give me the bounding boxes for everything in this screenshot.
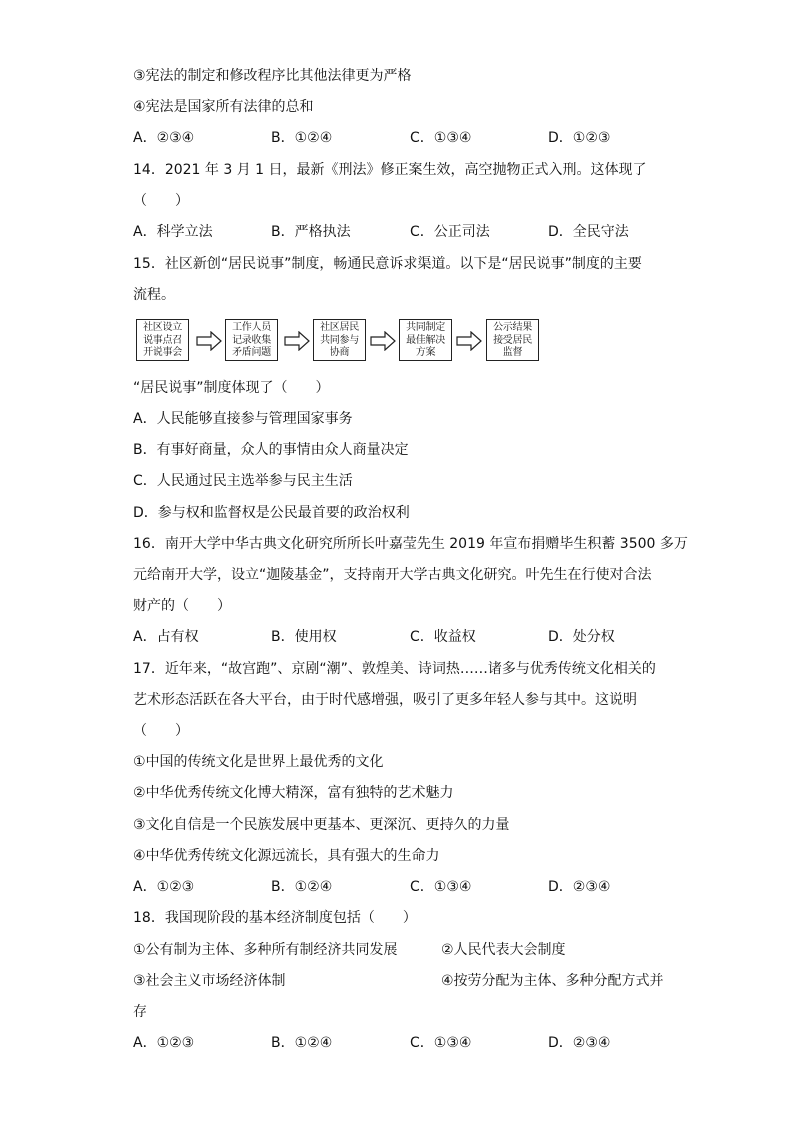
process-flow-diagram: [136, 319, 546, 365]
q15-option-d: D．参与权和监督权是公民最首要的政治权利: [133, 505, 410, 521]
option-a: A．②③④: [133, 130, 195, 146]
option-b: B．严格执法: [271, 224, 351, 240]
q14-stem: 14．2021 年 3 月 1 日，最新《刑法》修正案生效，高空抛物正式入刑。这体现了: [133, 162, 647, 178]
q17-statement-1: ①中国的传统文化是世界上最优秀的文化: [133, 754, 384, 770]
q17-statement-2: ②中华优秀传统文化博大精深，富有独特的艺术魅力: [133, 785, 454, 801]
flow-step-3: 社区居民 共同参与 协商: [313, 319, 366, 361]
option-c: C．收益权: [410, 629, 476, 645]
option-b: B．①②④: [271, 1035, 333, 1051]
option-c: C．①③④: [410, 879, 472, 895]
flow-step-4: 共同制定 最佳解决 方案: [399, 319, 452, 361]
option-d: D．②③④: [548, 1035, 611, 1051]
option-c: C．①③④: [410, 130, 472, 146]
q15-question: “居民说事”制度体现了（ ）: [133, 380, 330, 396]
q17-stem-line2: 艺术形态活跃在各大平台，由于时代感增强，吸引了更多年轻人参与其中。这说明: [133, 692, 637, 708]
q15-option-c: C．人民通过民主选举参与民主生活: [133, 473, 353, 489]
q18-statement-1: ①公有制为主体、多种所有制经济共同发展: [133, 942, 398, 958]
q15-stem-line2: 流程。: [133, 287, 175, 303]
right-arrow-icon: [196, 331, 222, 351]
q18-statement-4: ④按劳分配为主体、多种分配方式并: [441, 973, 664, 989]
q16-stem-line3: 财产的（ ）: [133, 598, 231, 614]
q14-blank: （ ）: [133, 193, 189, 209]
q18-statement-4-cont: 存: [133, 1004, 147, 1020]
option-b: B．使用权: [271, 629, 337, 645]
option-c: C．①③④: [410, 1035, 472, 1051]
option-b: B．①②④: [271, 130, 333, 146]
option-d: D．②③④: [548, 879, 611, 895]
q16-stem-line2: 元给南开大学，设立“迦陵基金”，支持南开大学古典文化研究。叶先生在行使对合法: [133, 567, 652, 583]
right-arrow-icon: [456, 331, 482, 351]
q17-stem-line1: 17．近年来，“故宫跑”、京剧“潮”、敦煌美、诗词热……诸多与优秀传统文化相关的: [133, 661, 656, 677]
option-d: D．全民守法: [548, 224, 629, 240]
flow-step-1: 社区设立 说事点召 开说事会: [136, 319, 189, 361]
q13-statement-4: ④宪法是国家所有法律的总和: [133, 99, 314, 115]
option-a: A．①②③: [133, 1035, 195, 1051]
q18-stem: 18．我国现阶段的基本经济制度包括（ ）: [133, 910, 417, 926]
q15-stem-line1: 15．社区新创“居民说事”制度，畅通民意诉求渠道。以下是“居民说事”制度的主要: [133, 256, 642, 272]
option-a: A．①②③: [133, 879, 195, 895]
flow-step-5: 公示结果 接受居民 监督: [486, 319, 539, 361]
right-arrow-icon: [370, 331, 396, 351]
right-arrow-icon: [284, 331, 310, 351]
option-b: B．①②④: [271, 879, 333, 895]
option-a: A．科学立法: [133, 224, 213, 240]
option-d: D．处分权: [548, 629, 615, 645]
q17-statement-4: ④中华优秀传统文化源远流长，具有强大的生命力: [133, 848, 440, 864]
q17-statement-3: ③文化自信是一个民族发展中更基本、更深沉、更持久的力量: [133, 817, 510, 833]
q16-stem-line1: 16．南开大学中华古典文化研究所所长叶嘉莹先生 2019 年宣布捐赠毕生积蓄 3500 多万: [133, 536, 688, 552]
q17-blank: （ ）: [133, 723, 189, 739]
q15-option-a: A．人民能够直接参与管理国家事务: [133, 411, 353, 427]
option-d: D．①②③: [548, 130, 611, 146]
q13-statement-3: ③宪法的制定和修改程序比其他法律更为严格: [133, 68, 412, 84]
option-c: C．公正司法: [410, 224, 490, 240]
option-a: A．占有权: [133, 629, 199, 645]
q18-statement-2: ②人民代表大会制度: [441, 942, 566, 958]
q15-option-b: B．有事好商量，众人的事情由众人商量决定: [133, 442, 409, 458]
q18-statement-3: ③社会主义市场经济体制: [133, 973, 286, 989]
flow-step-2: 工作人员 记录收集 矛盾问题: [225, 319, 278, 361]
